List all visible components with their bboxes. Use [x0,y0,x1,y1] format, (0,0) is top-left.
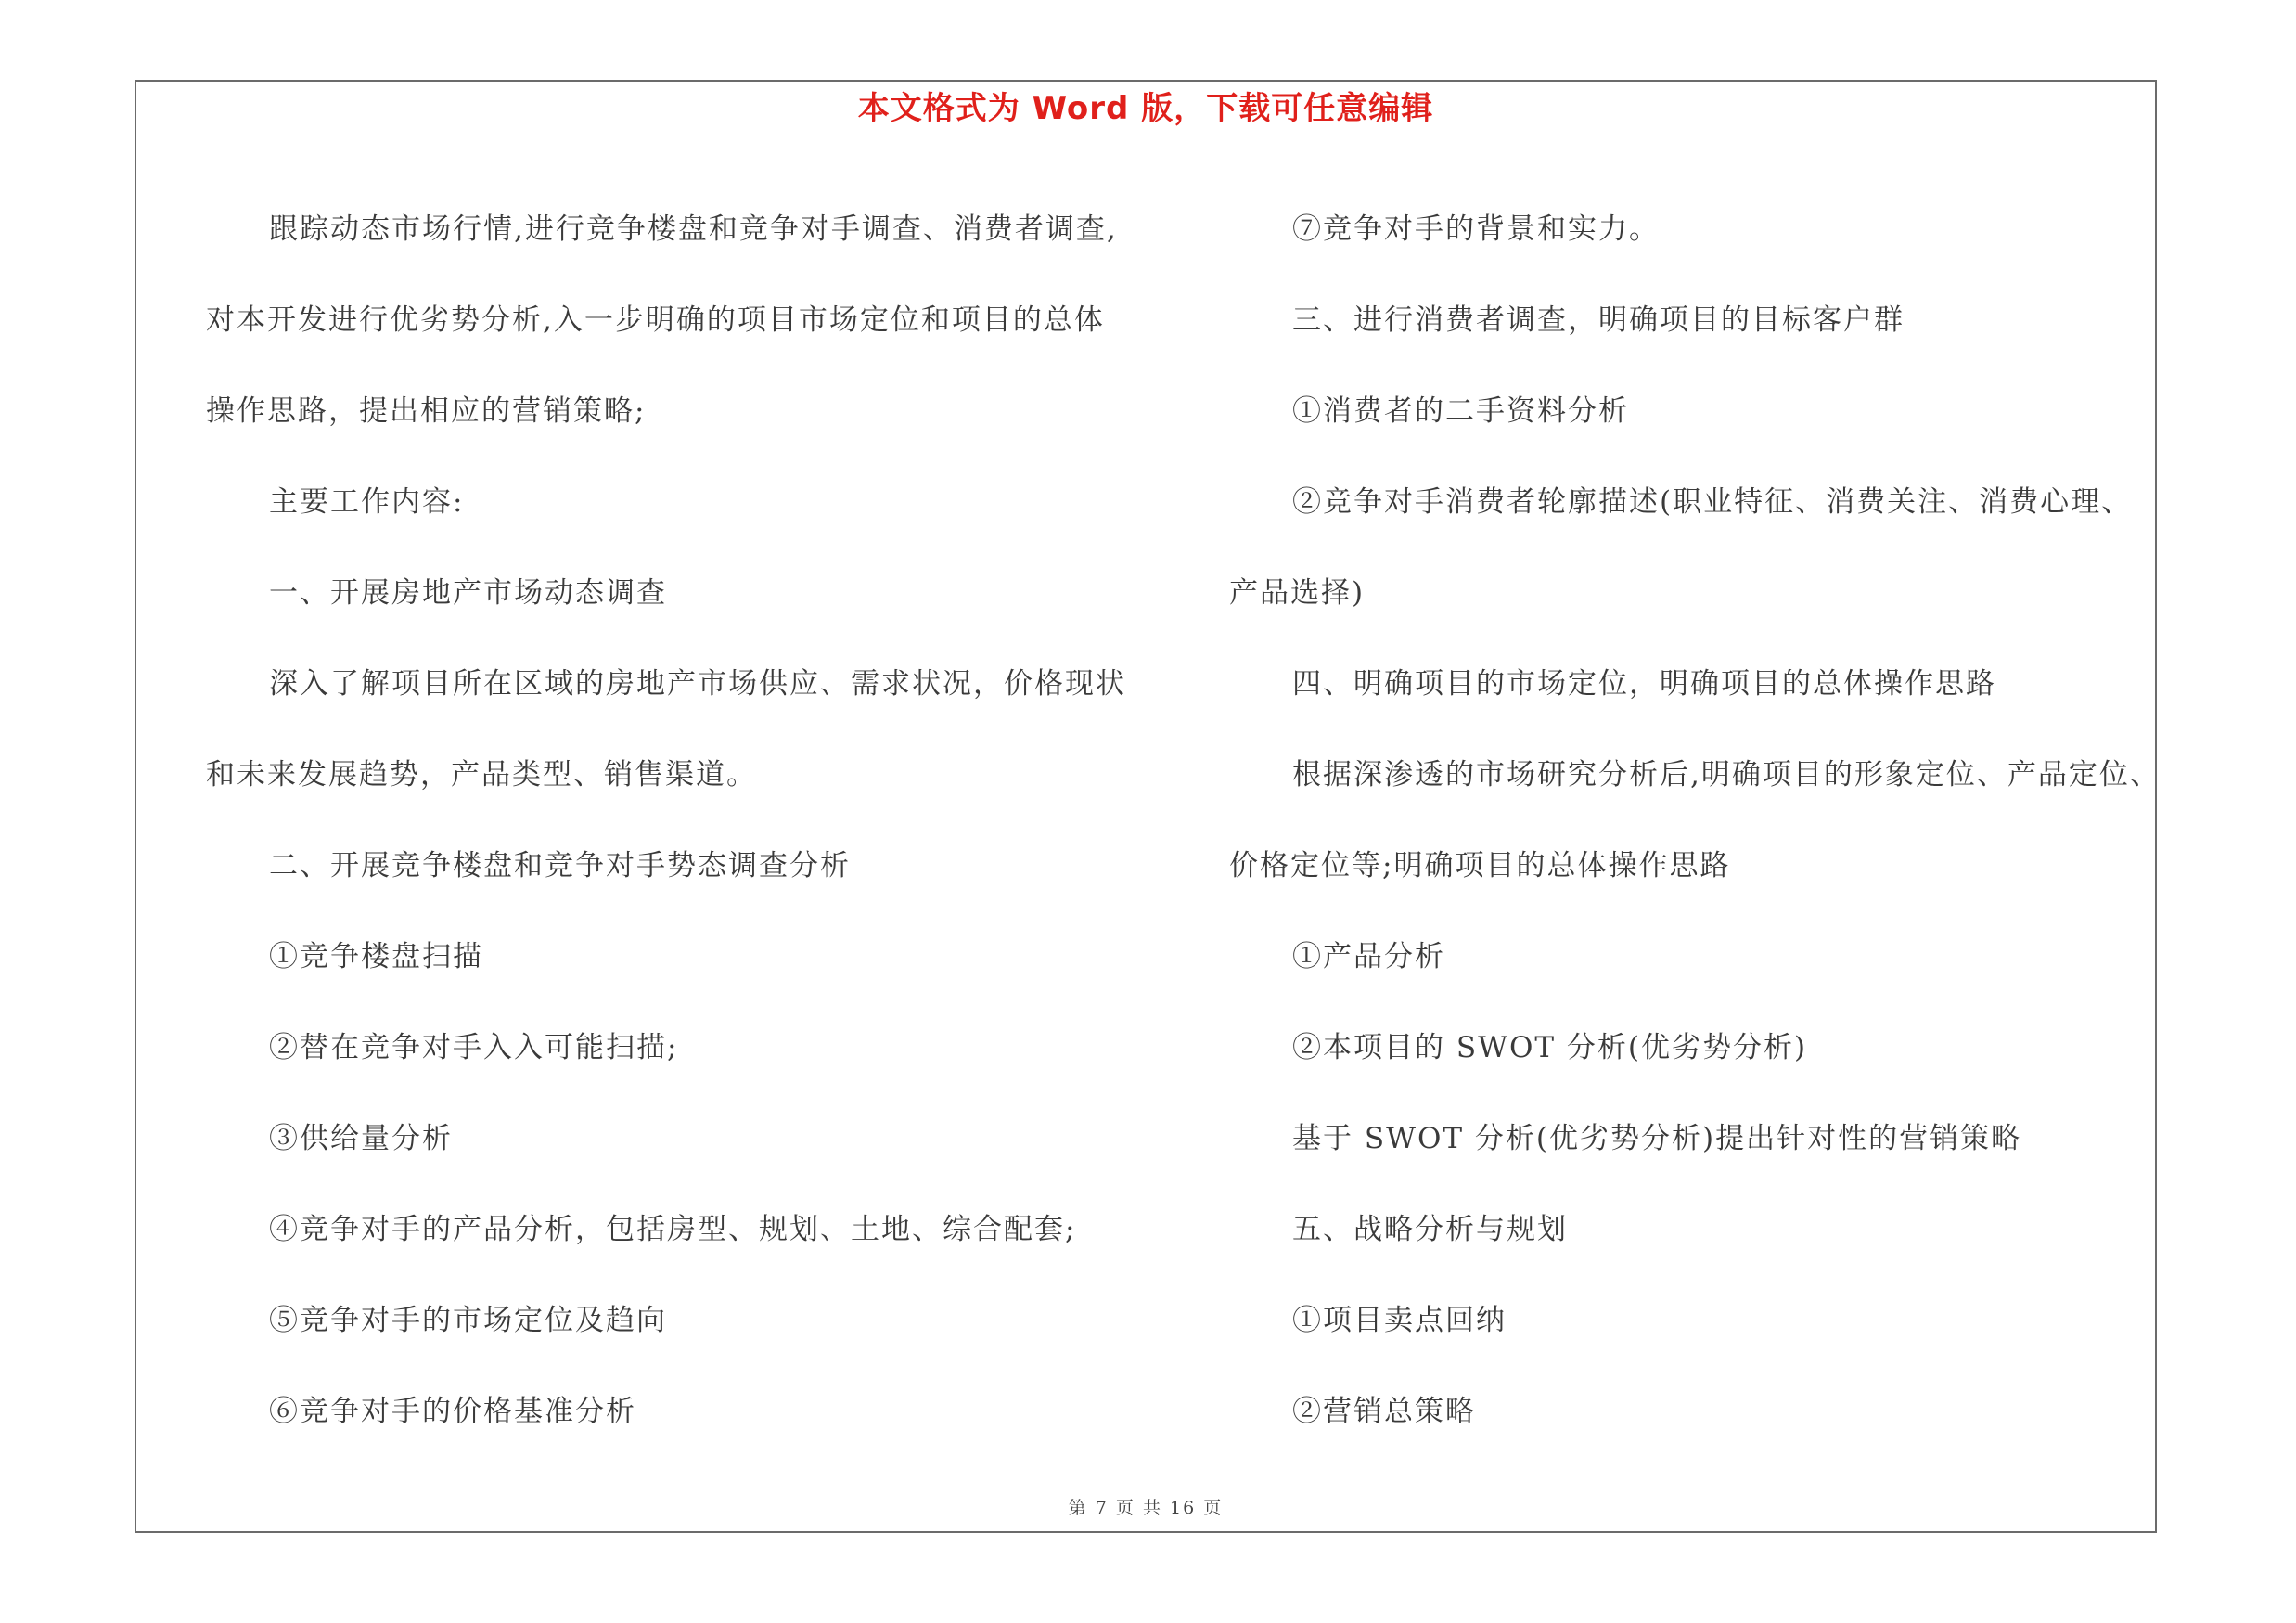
list-item: ②营销总策略 [1292,1395,1476,1428]
list-item: ⑦竞争对手的背景和实力。 [1292,213,1660,246]
list-item: ①竞争楼盘扫描 [269,940,483,973]
list-item: ①消费者的二手资料分析 [1292,394,1629,428]
left-column [206,184,1134,1457]
list-item: ⑤竞争对手的市场定位及趋向 [269,1304,667,1337]
list-item: ②替在竞争对手入入可能扫描; [269,1031,679,1064]
paragraph: 价格定位等;明确项目的总体操作思路 [1229,849,1731,882]
section-heading: 一、开展房地产市场动态调查 [269,576,667,610]
right-column [1229,184,2161,1457]
page-number-footer: 第 7 页 共 16 页 [1068,1498,1224,1518]
list-item: ②竞争对手消费者轮廓描述(职业特征、消费关注、消费心理、 [1292,485,2133,519]
section-heading: 三、进行消费者调查，明确项目的目标客户群 [1292,303,1905,337]
paragraph: 和未来发展趋势，产品类型、销售渠道。 [206,758,757,792]
paragraph: 产品选择) [1229,576,1366,610]
list-item: ⑥竞争对手的价格基准分析 [269,1395,636,1428]
list-item: ④竞争对手的产品分析，包括房型、规划、土地、综合配套; [269,1213,1077,1246]
section-heading: 四、明确项目的市场定位，明确项目的总体操作思路 [1292,667,1996,701]
list-item: ②本项目的 SWOT 分析(优劣势分析) [1292,1031,1808,1064]
section-heading: 二、开展竞争楼盘和竞争对手势态调查分析 [269,849,851,882]
paragraph: 根据深渗透的市场研究分析后,明确项目的形象定位、产品定位、 [1292,758,2161,792]
word-format-banner: 本文格式为 Word 版，下载可任意编辑 [857,90,1434,127]
paragraph: 深入了解项目所在区域的房地产市场供应、需求状况，价格现状 [269,667,1126,701]
paragraph: 跟踪动态市场行情,进行竞争楼盘和竞争对手调查、消费者调查, [269,213,1118,246]
list-item: ①产品分析 [1292,940,1445,973]
paragraph: 主要工作内容: [269,485,465,519]
paragraph: 基于 SWOT 分析(优劣势分析)提出针对性的营销策略 [1292,1122,2022,1155]
list-item: ③供给量分析 [269,1122,453,1155]
section-heading: 五、战略分析与规划 [1292,1213,1568,1246]
paragraph: 操作思路，提出相应的营销策略; [206,394,647,428]
list-item: ①项目卖点回纳 [1292,1304,1507,1337]
paragraph: 对本开发进行优劣势分析,入一步明确的项目市场定位和项目的总体 [206,303,1105,337]
